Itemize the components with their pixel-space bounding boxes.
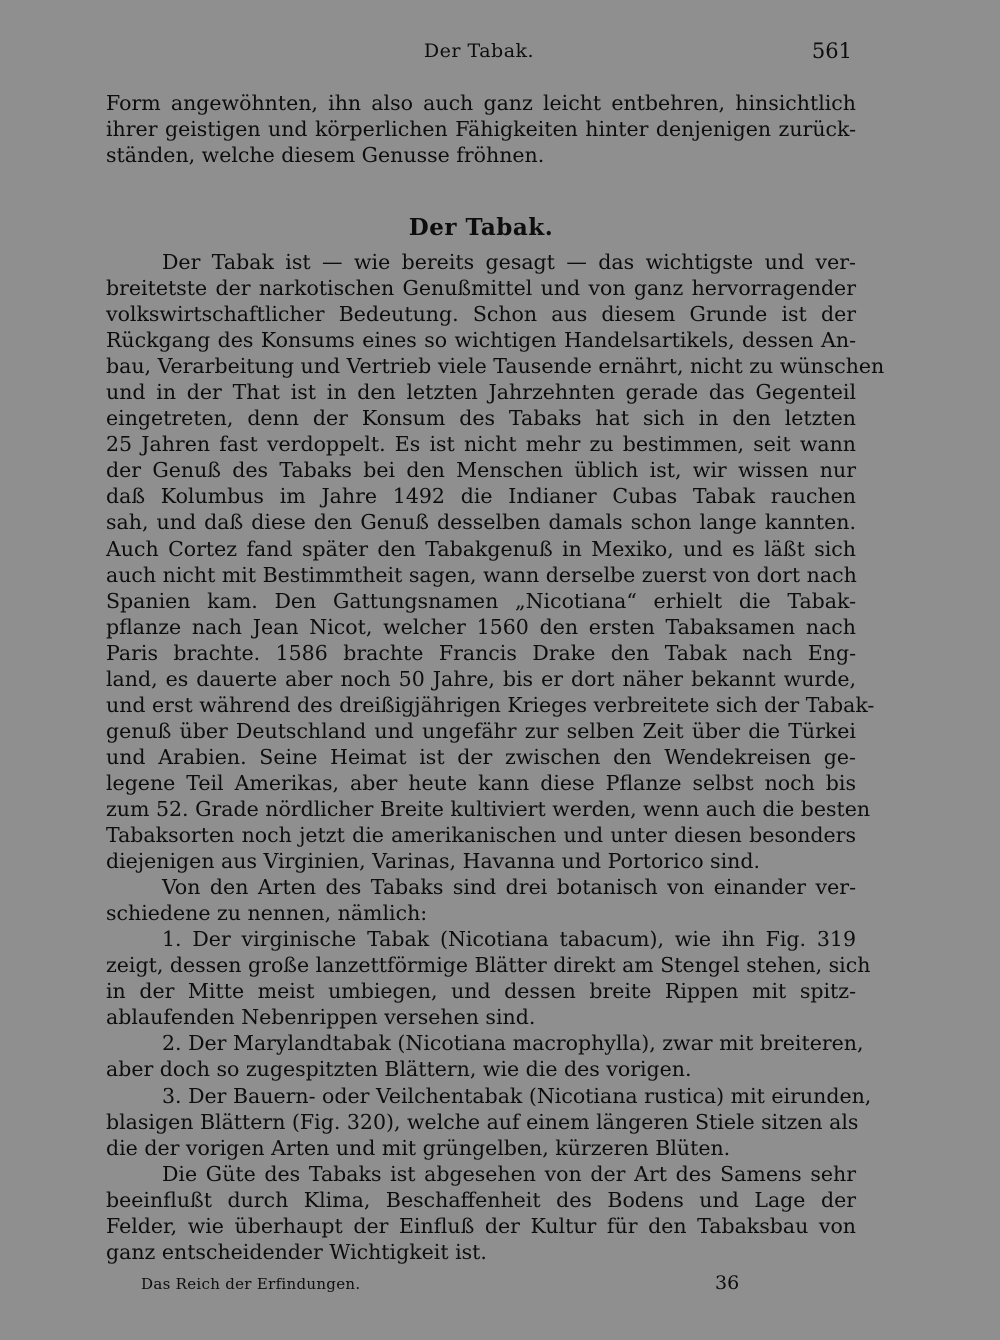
text-line: Von den Arten des Tabaks sind drei botanisch von einander ver- — [162, 875, 856, 900]
text-line: Die Güte des Tabaks ist abgesehen von der Art des Samens sehr — [162, 1161, 856, 1186]
running-head — [106, 36, 852, 66]
text-line: bau, Verarbeitung und Vertrieb viele Tausende ernährt, nicht zu wünschen — [106, 354, 885, 379]
text-line: Tabaksorten noch jetzt die amerikanischen und unter diesen besonders — [106, 823, 856, 848]
page-number: 561 — [811, 39, 852, 63]
text-line: 3. Der Bauern- oder Veilchentabak (Nicotiana rustica) mit eirunden, — [162, 1083, 872, 1108]
text-line: Felder, wie überhaupt der Einfluß der Kultur für den Tabaksbau von — [106, 1213, 856, 1238]
text-line: Paris brachte. 1586 brachte Francis Drake den Tabak nach Eng- — [106, 640, 856, 665]
text-line: volkswirtschaftlicher Bedeutung. Schon aus diesem Grunde ist der — [106, 302, 856, 327]
text-line: beeinflußt durch Klima, Beschaffenheit des Bodens und Lage der — [106, 1187, 856, 1212]
text-line: in der Mitte meist umbiegen, und dessen breite Rippen mit spitz- — [106, 979, 856, 1004]
footer-sheet-number: 36 — [715, 1272, 740, 1294]
text-line: pflanze nach Jean Nicot, welcher 1560 den ersten Tabaksamen nach — [106, 614, 856, 639]
text-line: ablaufenden Nebenrippen versehen sind. — [106, 1005, 536, 1030]
text-line: genuß über Deutschland und ungefähr zur selben Zeit über die Türkei — [106, 718, 856, 743]
text-line: 2. Der Marylandtabak (Nicotiana macrophylla), zwar mit breiteren, — [162, 1031, 864, 1056]
text-line: Spanien kam. Den Gattungsnamen „Nicotiana“ erhielt die Tabak- — [106, 588, 856, 613]
section-heading: Der Tabak. — [408, 214, 554, 241]
text-line: zeigt, dessen große lanzettförmige Blätter direkt am Stengel stehen, sich — [106, 953, 871, 978]
text-line: der Genuß des Tabaks bei den Menschen üblich ist, wir wissen nur — [106, 458, 856, 483]
body-text — [106, 249, 885, 1265]
text-line: und in der That ist in den letzten Jahrzehnten gerade das Gegenteil — [106, 380, 856, 405]
text-line: die der vorigen Arten und mit grüngelben, kürzeren Blüten. — [106, 1135, 731, 1160]
text-line: blasigen Blättern (Fig. 320), welche auf einem längeren Stiele sitzen als — [106, 1109, 859, 1134]
text-line: Auch Cortez fand später den Tabakgenuß in Mexiko, und es läßt sich — [106, 536, 856, 561]
top-paragraph — [106, 90, 856, 168]
text-line: ständen, welche diesem Genusse fröhnen. — [106, 143, 545, 168]
running-title: Der Tabak. — [423, 40, 535, 62]
text-line: Rückgang des Konsums eines so wichtigen Handelsartikels, dessen An- — [106, 328, 856, 353]
text-line: schiedene zu nennen, nämlich: — [106, 901, 428, 926]
text-line: Der Tabak ist — wie bereits gesagt — das wichtigste und ver- — [162, 250, 856, 274]
text-line: auch nicht mit Bestimmtheit sagen, wann derselbe zuerst von dort nach — [106, 562, 857, 587]
text-line: und Arabien. Seine Heimat ist der zwischen den Wendekreisen ge- — [106, 744, 856, 769]
footer-signature: Das Reich der Erfindungen. — [141, 1275, 361, 1293]
text-line: ganz entscheidender Wichtigkeit ist. — [106, 1239, 487, 1264]
text-line: zum 52. Grade nördlicher Breite kultiviert werden, wenn auch die besten — [106, 796, 871, 821]
text-line: und erst während des dreißigjährigen Krieges verbreitete sich der Tabak- — [106, 692, 875, 717]
text-line: sah, und daß diese den Genuß desselben damals schon lange kannten. — [106, 510, 856, 535]
text-line: eingetreten, denn der Konsum des Tabaks hat sich in den letzten — [106, 406, 856, 431]
text-line: breitetste der narkotischen Genußmittel und von ganz hervorragender — [106, 276, 856, 301]
text-line: aber doch so zugespitzten Blättern, wie die des vorigen. — [106, 1057, 692, 1082]
text-line: daß Kolumbus im Jahre 1492 die Indianer Cubas Tabak rauchen — [106, 484, 856, 509]
text-line: land, es dauerte aber noch 50 Jahre, bis er dort näher bekannt wurde, — [106, 666, 856, 691]
text-line: 25 Jahren fast verdoppelt. Es ist nicht mehr zu bestimmen, seit wann — [106, 432, 856, 457]
text-line: ihrer geistigen und körperlichen Fähigkeiten hinter denjenigen zurück- — [106, 117, 856, 142]
text-line: Form angewöhnten, ihn also auch ganz leicht entbehren, hinsichtlich — [106, 91, 856, 115]
text-line: legene Teil Amerikas, aber heute kann diese Pflanze selbst noch bis — [106, 770, 856, 795]
text-line: 1. Der virginische Tabak (Nicotiana tabacum), wie ihn Fig. 319 — [162, 927, 856, 952]
text-line: diejenigen aus Virginien, Varinas, Havanna und Portorico sind. — [106, 849, 760, 874]
